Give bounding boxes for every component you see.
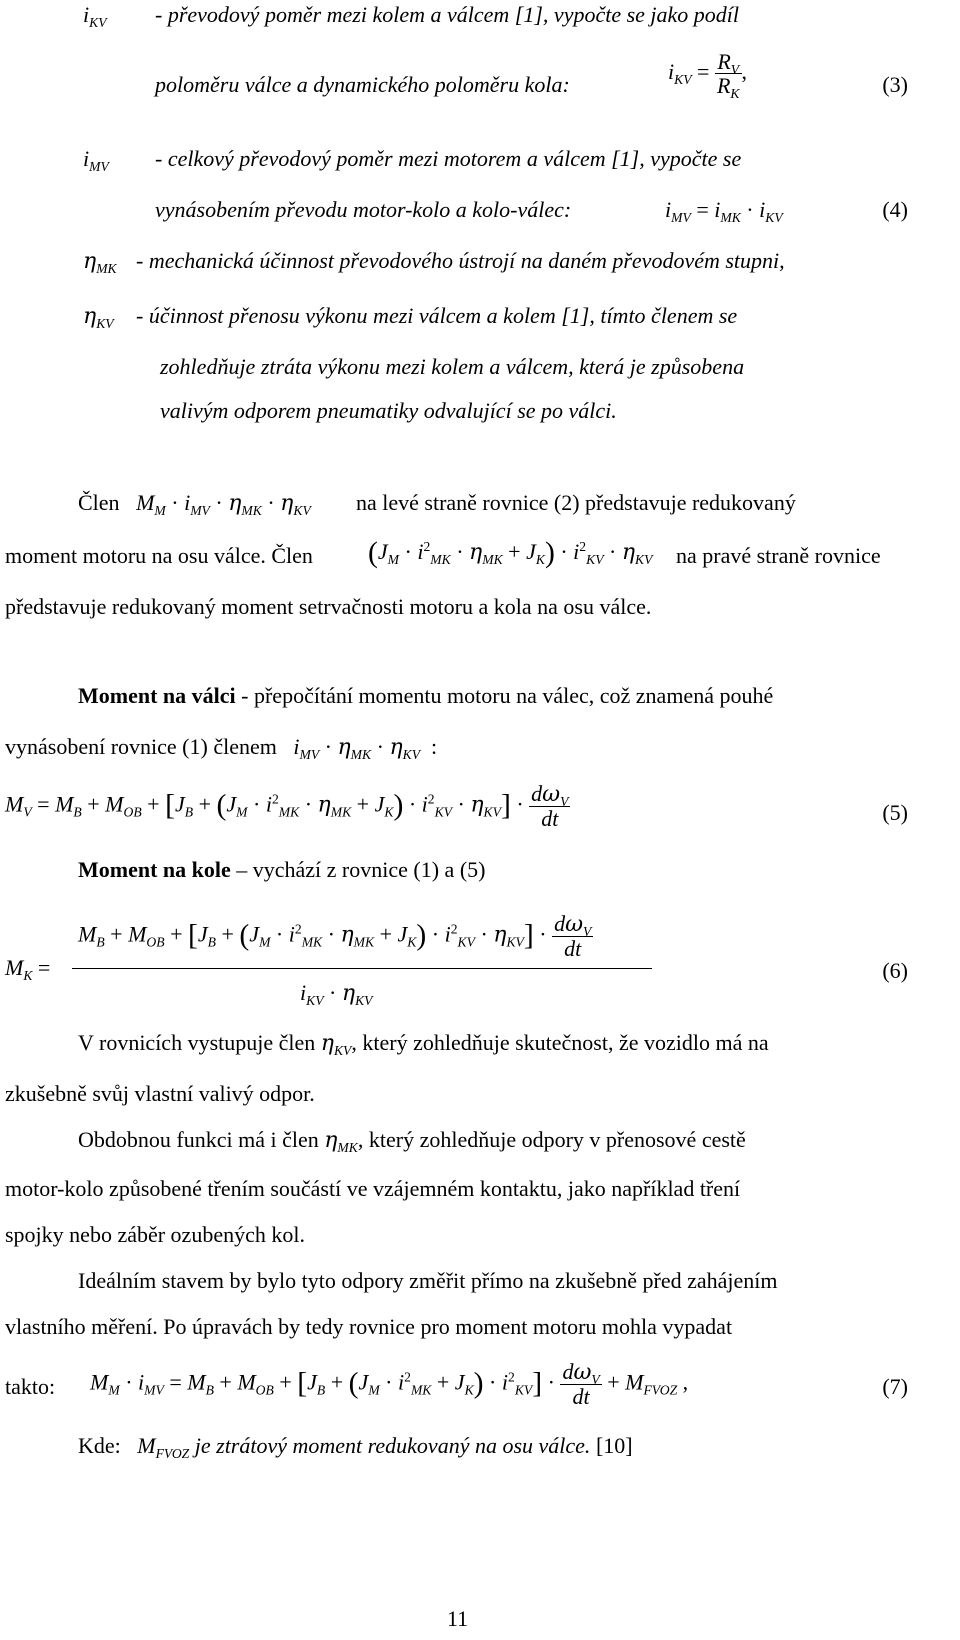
equation-6-numerator: $M_B + M_{OB} + [J_B + (J_M \cdot i^2_{MK} \cdot \eta_{MK} + J_K) \cdot i^2_{KV} \cdot \eta_{KV}]$ · $\frac{d\omega_V}{dt}$: [78, 911, 592, 962]
equation-5: $M_V = M_B + M_{OB} + [J_B + (J_M \cdot i^2_{MK} \cdot \eta_{MK} + J_K) \cdot i^2_{KV} \cdot \eta_{KV}]$ · $\frac{d\omega_V}{dt}$: [5, 781, 569, 832]
def-ikv-text-1: - převodový poměr mezi kolem a válcem [1], vypočte se jako podíl: [155, 2, 740, 27]
def-ikv-text-2: poloměru válce a dynamického poloměru kola:: [155, 72, 570, 97]
para1-mid: na levé straně rovnice (2) představuje redukovaný: [356, 490, 796, 515]
moment-kole-line: Moment na kole – vychází z rovnice (1) a (5): [78, 857, 486, 882]
def-imv-text-2: vynásobením převodu motor-kolo a kolo-válec:: [155, 197, 572, 222]
eq7-label: (7): [882, 1374, 908, 1399]
page-number: 11: [447, 1606, 469, 1631]
moment-valci-line1: Moment na válci - přepočítání momentu motoru na válec, což znamená pouhé: [78, 683, 774, 708]
def-ikv-symbol: $i_{KV}$: [83, 2, 107, 30]
def-imv-text-1: - celkový převodový poměr mezi motorem a válcem [1], vypočte se: [155, 146, 742, 171]
para4-line2: vlastního měření. Po úpravách by tedy rovnice pro moment motoru mohla vypadat: [5, 1314, 733, 1339]
def-etamk-symbol: $\eta_{MK}$: [83, 249, 117, 276]
para4-line3-start: takto:: [5, 1374, 56, 1399]
def-etakv-text-2: zohledňuje ztráta výkonu mezi kolem a válcem, která je způsobena: [160, 354, 745, 379]
moment-valci-line2: vynásobení rovnice (1) členem $i_{MV} \cdot \eta_{MK} \cdot \eta_{KV}$ :: [5, 734, 438, 762]
eq6-label: (6): [882, 958, 908, 983]
para3-line3: spojky nebo záběr ozubených kol.: [5, 1222, 305, 1247]
para1-line2-end: na pravé straně rovnice: [676, 543, 881, 568]
para1-line3: představuje redukovaný moment setrvačnosti motoru a kola na osu válce.: [5, 594, 652, 619]
para1-inertia-term: $(J_M \cdot i^2_{MK} \cdot \eta_{MK} + J_K) \cdot i^2_{KV} \cdot \eta_{KV}$: [368, 537, 653, 569]
para2-line1: V rovnicích vystupuje člen $\eta_{KV}$, který zohledňuje skutečnost, že vozidlo má na: [78, 1030, 769, 1058]
equation-6-fraction-bar: [72, 968, 652, 969]
kde-line: Kde: $M_{FVOZ}$ je ztrátový moment redukovaný na osu válce. [10]: [78, 1433, 633, 1461]
def-etamk-text: - mechanická účinnost převodového ústrojí na daném převodovém stupni,: [136, 248, 785, 273]
def-imv-symbol: $i_{MV}$: [83, 146, 109, 174]
para1-lead: Člen $M_M \cdot i_{MV} \cdot \eta_{MK} \cdot \eta_{KV}$: [78, 490, 311, 518]
equation-4: $i_{MV} = i_{MK} \cdot i_{KV}$: [665, 197, 783, 225]
para1-line2-start: moment motoru na osu válce. Člen: [5, 543, 313, 568]
para2-line2: zkušebně svůj vlastní valivý odpor.: [5, 1081, 315, 1106]
eq4-label: (4): [882, 197, 908, 222]
equation-3: $i_{KV}$ = $\frac{R_V}{R_K}$ ,: [668, 49, 748, 101]
def-etakv-text-1: - účinnost přenosu výkonu mezi válcem a kolem [1], tímto členem se: [136, 303, 738, 328]
def-etakv-symbol: $\eta_{KV}$: [83, 304, 114, 331]
para3-line1: Obdobnou funkci má i člen $\eta_{MK}$, který zohledňuje odpory v přenosové cestě: [78, 1127, 746, 1155]
equation-7: $M_M \cdot i_{MV} = M_B + M_{OB} + [J_B + (J_M \cdot i^2_{MK} + J_K) \cdot i^2_{KV}]$ · $\frac{d\omega_V}{dt}$ + $M_{FVOZ}$ ,: [90, 1359, 689, 1410]
mk-lhs: $M_K$ =: [5, 955, 51, 983]
eq5-label: (5): [882, 800, 908, 825]
equation-6-denominator: $i_{KV} \cdot \eta_{KV}$: [300, 980, 373, 1008]
para4-line1: Ideálním stavem by bylo tyto odpory změřit přímo na zkušebně před zahájením: [78, 1268, 778, 1293]
para3-line2: motor-kolo způsobené třením součástí ve vzájemném kontaktu, jako například tření: [5, 1176, 741, 1201]
def-etakv-text-3: valivým odporem pneumatiky odvalující se po válci.: [160, 398, 617, 423]
eq3-label: (3): [882, 72, 908, 97]
